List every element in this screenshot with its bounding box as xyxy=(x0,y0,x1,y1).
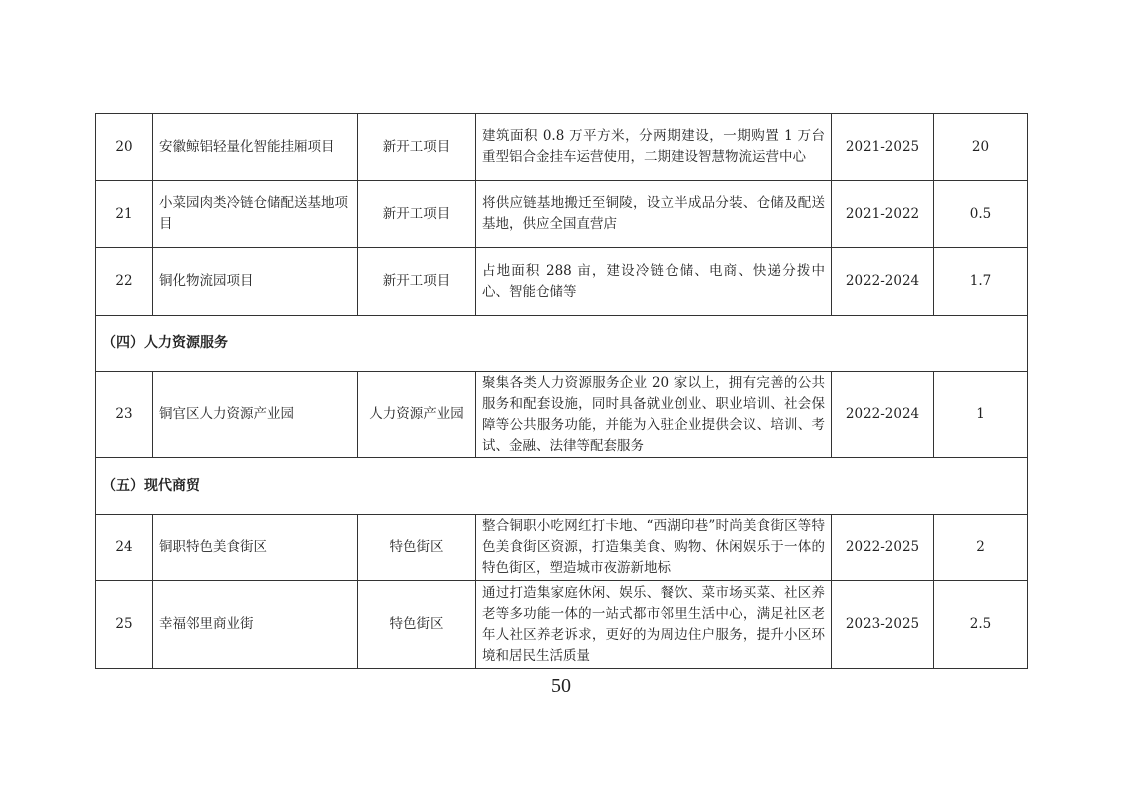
project-content: 建筑面积 0.8 万平方米，分两期建设，一期购置 1 万台重型铝合金挂车运营使用，二期建设智慧物流运营中心 xyxy=(476,114,832,181)
table-row xyxy=(96,114,1028,181)
project-type: 特色街区 xyxy=(358,581,476,669)
table-row xyxy=(96,248,1028,316)
project-investment: 2.5 xyxy=(934,581,1028,669)
section-title: （五）现代商贸 xyxy=(96,458,1028,515)
project-investment: 1 xyxy=(934,372,1028,458)
project-name: 幸福邻里商业街 xyxy=(153,581,358,669)
project-table xyxy=(95,113,1028,669)
row-number: 20 xyxy=(96,114,153,181)
project-type: 特色街区 xyxy=(358,515,476,581)
project-name: 小菜园肉类冷链仓储配送基地项目 xyxy=(153,181,358,248)
table-row xyxy=(96,581,1028,669)
project-type: 新开工项目 xyxy=(358,248,476,316)
project-period: 2022-2024 xyxy=(832,372,934,458)
table-row xyxy=(96,515,1028,581)
row-number: 21 xyxy=(96,181,153,248)
section-header-row xyxy=(96,458,1028,515)
project-content: 通过打造集家庭休闲、娱乐、餐饮、菜市场买菜、社区养老等多功能一体的一站式都市邻里生活中心，满足社区老年人社区养老诉求，更好的为周边住户服务，提升小区环境和居民生活质量 xyxy=(476,581,832,669)
project-content: 聚集各类人力资源服务企业 20 家以上，拥有完善的公共服务和配套设施，同时具备就业创业、职业培训、社会保障等公共服务功能，并能为入驻企业提供会议、培训、考试、金融、法律等配套服务 xyxy=(476,372,832,458)
project-type: 人力资源产业园 xyxy=(358,372,476,458)
table-row xyxy=(96,372,1028,458)
project-period: 2023-2025 xyxy=(832,581,934,669)
project-name: 铜化物流园项目 xyxy=(153,248,358,316)
project-period: 2021-2025 xyxy=(832,114,934,181)
project-content: 占地面积 288 亩，建设冷链仓储、电商、快递分拨中心、智能仓储等 xyxy=(476,248,832,316)
project-period: 2022-2025 xyxy=(832,515,934,581)
project-content: 将供应链基地搬迁至铜陵，设立半成品分装、仓储及配送基地，供应全国直营店 xyxy=(476,181,832,248)
row-number: 22 xyxy=(96,248,153,316)
project-investment: 0.5 xyxy=(934,181,1028,248)
project-name: 铜职特色美食街区 xyxy=(153,515,358,581)
project-investment: 2 xyxy=(934,515,1028,581)
project-type: 新开工项目 xyxy=(358,181,476,248)
project-period: 2021-2022 xyxy=(832,181,934,248)
project-content: 整合铜职小吃网红打卡地、“西湖印巷”时尚美食街区等特色美食街区资源，打造集美食、购物、休闲娱乐于一体的特色街区，塑造城市夜游新地标 xyxy=(476,515,832,581)
table-row xyxy=(96,181,1028,248)
project-name: 铜官区人力资源产业园 xyxy=(153,372,358,458)
section-title: （四）人力资源服务 xyxy=(96,316,1028,372)
project-type: 新开工项目 xyxy=(358,114,476,181)
project-name: 安徽鲸铝轻量化智能挂厢项目 xyxy=(153,114,358,181)
row-number: 23 xyxy=(96,372,153,458)
row-number: 24 xyxy=(96,515,153,581)
row-number: 25 xyxy=(96,581,153,669)
project-period: 2022-2024 xyxy=(832,248,934,316)
section-header-row xyxy=(96,316,1028,372)
page-number: 50 xyxy=(551,675,571,697)
project-investment: 20 xyxy=(934,114,1028,181)
project-investment: 1.7 xyxy=(934,248,1028,316)
